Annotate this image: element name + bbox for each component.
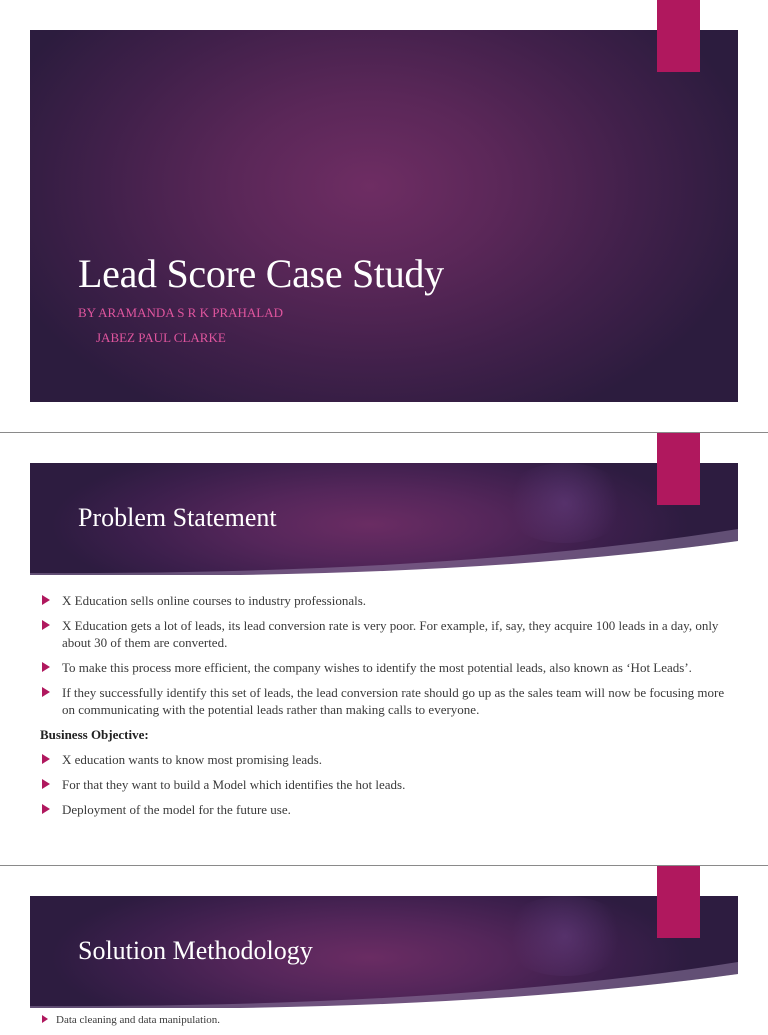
list-item (40, 592, 740, 609)
bullet-arrow-icon (42, 687, 50, 697)
bullet-text: If they successfully identify this set of leads, the lead conversion rate should go up as the sales team will now be focusing more on communicating with the potential leads rather than making calls to everyone. (62, 685, 725, 717)
author-line-2: JABEZ PAUL CLARKE (96, 330, 226, 345)
list-item (40, 617, 740, 651)
accent-tab (657, 433, 700, 505)
header-panel (30, 463, 738, 575)
list-item (40, 776, 740, 793)
business-objective-heading: Business Objective: (40, 727, 149, 742)
slide-title: Problem Statement (78, 503, 277, 532)
problem-statement-slide (0, 433, 768, 865)
bullet-arrow-icon (42, 754, 50, 764)
accent-tab (657, 866, 700, 938)
bullet-text: For that they want to build a Model which identifies the hot leads. (62, 777, 406, 792)
list-item (40, 684, 740, 718)
bullet-text: X Education sells online courses to industry professionals. (62, 593, 367, 608)
bullet-text: X education wants to know most promising leads. (62, 752, 322, 767)
bullet-arrow-icon (42, 662, 50, 672)
slide-title: Solution Methodology (78, 936, 313, 965)
accent-tab (657, 0, 700, 72)
title-slide (0, 0, 768, 432)
list-item (40, 1013, 740, 1027)
header-panel (30, 896, 738, 1008)
title-panel (30, 30, 738, 402)
bullet-text: Deployment of the model for the future use. (62, 802, 291, 817)
author-line-1: BY ARAMANDA S R K PRAHALAD (78, 305, 284, 320)
list-item (40, 751, 740, 768)
solution-methodology-slide (0, 866, 768, 1024)
bullet-arrow-icon (42, 595, 50, 605)
bullet-text: To make this process more efficient, the company wishes to identify the most potential leads, also known as ‘Hot Leads’. (62, 660, 692, 675)
list-item (40, 659, 740, 676)
slide-title: Lead Score Case Study (78, 251, 444, 296)
methodology-bullet-list (40, 1013, 740, 1035)
bullet-text: X Education gets a lot of leads, its lead conversion rate is very poor. For example, if, say, they acquire 100 leads in a day, only about 30 of them are converted. (62, 618, 719, 650)
bullet-text: Data cleaning and data manipulation. (56, 1014, 221, 1026)
problem-bullet-list (40, 592, 740, 826)
bullet-arrow-icon (42, 779, 50, 789)
list-item (40, 801, 740, 818)
bullet-arrow-icon (42, 620, 50, 630)
bullet-arrow-icon (42, 1015, 48, 1023)
bullet-arrow-icon (42, 804, 50, 814)
